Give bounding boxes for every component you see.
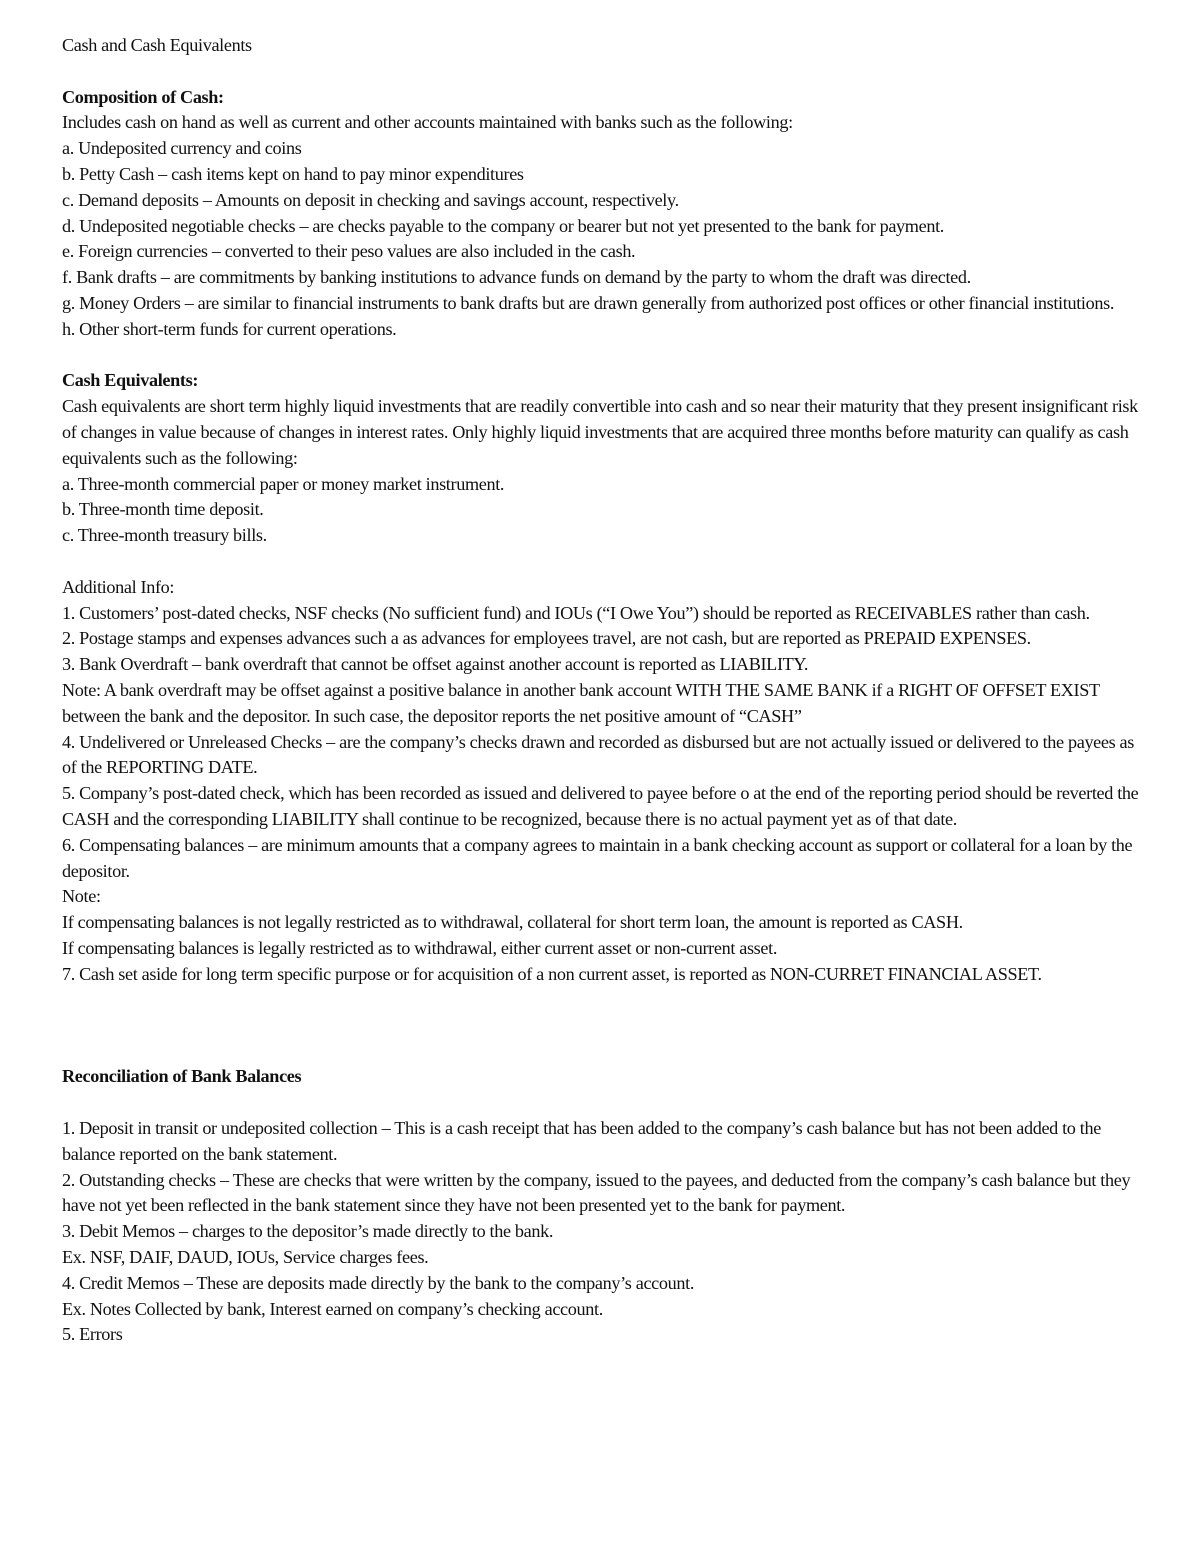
- additional-line: Note:: [62, 886, 101, 907]
- equivalents-item: b. Three-month time deposit.: [62, 499, 264, 520]
- reconciliation-line: 3. Debit Memos – charges to the depositor’s made directly to the bank.: [62, 1221, 554, 1242]
- additional-line: 5. Company’s post-dated check, which has been recorded as issued and delivered to payee before o at the end of the reporting period should be reverted the CASH and the corresponding LIABILITY shall continue to be recognized, because there is no actual payment yet as of that date.: [62, 783, 1139, 829]
- additional-heading: Additional Info:: [62, 576, 175, 597]
- composition-item: d. Undeposited negotiable checks – are checks payable to the company or bearer but not yet presented to the bank for payment.: [62, 215, 944, 236]
- spacer: [62, 1090, 1142, 1116]
- reconciliation-line: 4. Credit Memos – These are deposits made directly by the bank to the company’s account.: [62, 1272, 695, 1293]
- additional-line: 6. Compensating balances – are minimum amounts that a company agrees to maintain in a bank checking account as support or collateral for a loan by the depositor.: [62, 834, 1133, 881]
- reconciliation-heading: Reconciliation of Bank Balances: [62, 1066, 302, 1087]
- spacer: [62, 987, 1142, 1064]
- composition-item: h. Other short-term funds for current operations.: [62, 318, 397, 339]
- spacer: [62, 59, 1142, 85]
- composition-item: b. Petty Cash – cash items kept on hand to pay minor expenditures: [62, 163, 524, 184]
- additional-line: Note: A bank overdraft may be offset against a positive balance in another bank account WITH THE SAME BANK if a RIGHT OF OFFSET EXIST between the bank and the depositor. In such case, the depositor reports the net positive amount of “CASH”: [62, 679, 1100, 726]
- additional-line: If compensating balances is not legally restricted as to withdrawal, collateral for short term loan, the amount is reported as CASH.: [62, 912, 963, 933]
- equivalents-item: a. Three-month commercial paper or money market instrument.: [62, 473, 505, 494]
- document-title: Cash and Cash Equivalents: [62, 35, 252, 55]
- document-page: [62, 33, 1142, 1348]
- additional-line: 1. Customers’ post-dated checks, NSF checks (No sufficient fund) and IOUs (“I Owe You”) should be reported as RECEIVABLES rather than cash.: [62, 602, 1090, 623]
- reconciliation-line: Ex. NSF, DAIF, DAUD, IOUs, Service charges fees.: [62, 1247, 429, 1268]
- composition-intro: Includes cash on hand as well as current and other accounts maintained with banks such as the following:: [62, 112, 793, 133]
- equivalents-intro: Cash equivalents are short term highly liquid investments that are readily convertible into cash and so near their maturity that they present insignificant risk of changes in value because of changes in interest rates. Only highly liquid investments that are acquired three months before maturity can qualify as cash equivalents such as the following:: [62, 396, 1138, 468]
- composition-item: a. Undeposited currency and coins: [62, 138, 302, 159]
- reconciliation-line: 5. Errors: [62, 1324, 123, 1345]
- equivalents-item: c. Three-month treasury bills.: [62, 525, 267, 546]
- spacer: [62, 343, 1142, 369]
- composition-item: c. Demand deposits – Amounts on deposit in checking and savings account, respectively.: [62, 189, 679, 210]
- additional-line: 2. Postage stamps and expenses advances such a as advances for employees travel, are not cash, but are reported as PREPAID EXPENSES.: [62, 628, 1031, 649]
- reconciliation-line: 1. Deposit in transit or undeposited collection – This is a cash receipt that has been added to the company’s cash balance but has not been added to the balance reported on the bank statement.: [62, 1118, 1101, 1164]
- equivalents-heading: Cash Equivalents:: [62, 370, 199, 391]
- composition-item: e. Foreign currencies – converted to their peso values are also included in the cash.: [62, 241, 636, 262]
- additional-line: If compensating balances is legally restricted as to withdrawal, either current asset or non-current asset.: [62, 937, 778, 958]
- reconciliation-line: 2. Outstanding checks – These are checks that were written by the company, issued to the payees, and deducted from the company’s cash balance but they have not yet been reflected in the bank statement since they have not been presented yet to the bank for payment.: [62, 1169, 1131, 1216]
- additional-line: 4. Undelivered or Unreleased Checks – are the company’s checks drawn and recorded as disbursed but are not actually issued or delivered to the payees as of the REPORTING DATE.: [62, 731, 1135, 778]
- reconciliation-line: Ex. Notes Collected by bank, Interest earned on company’s checking account.: [62, 1298, 603, 1319]
- composition-item: f. Bank drafts – are commitments by banking institutions to advance funds on demand by the party to whom the draft was directed.: [62, 267, 971, 288]
- additional-line: 7. Cash set aside for long term specific purpose or for acquisition of a non current asset, is reported as NON-CURRET FINANCIAL ASSET.: [62, 963, 1042, 984]
- spacer: [62, 549, 1142, 575]
- additional-line: 3. Bank Overdraft – bank overdraft that cannot be offset against another account is reported as LIABILITY.: [62, 654, 809, 675]
- composition-item: g. Money Orders – are similar to financial instruments to bank drafts but are drawn generally from authorized post offices or other financial institutions.: [62, 292, 1115, 313]
- composition-heading: Composition of Cash:: [62, 86, 224, 107]
